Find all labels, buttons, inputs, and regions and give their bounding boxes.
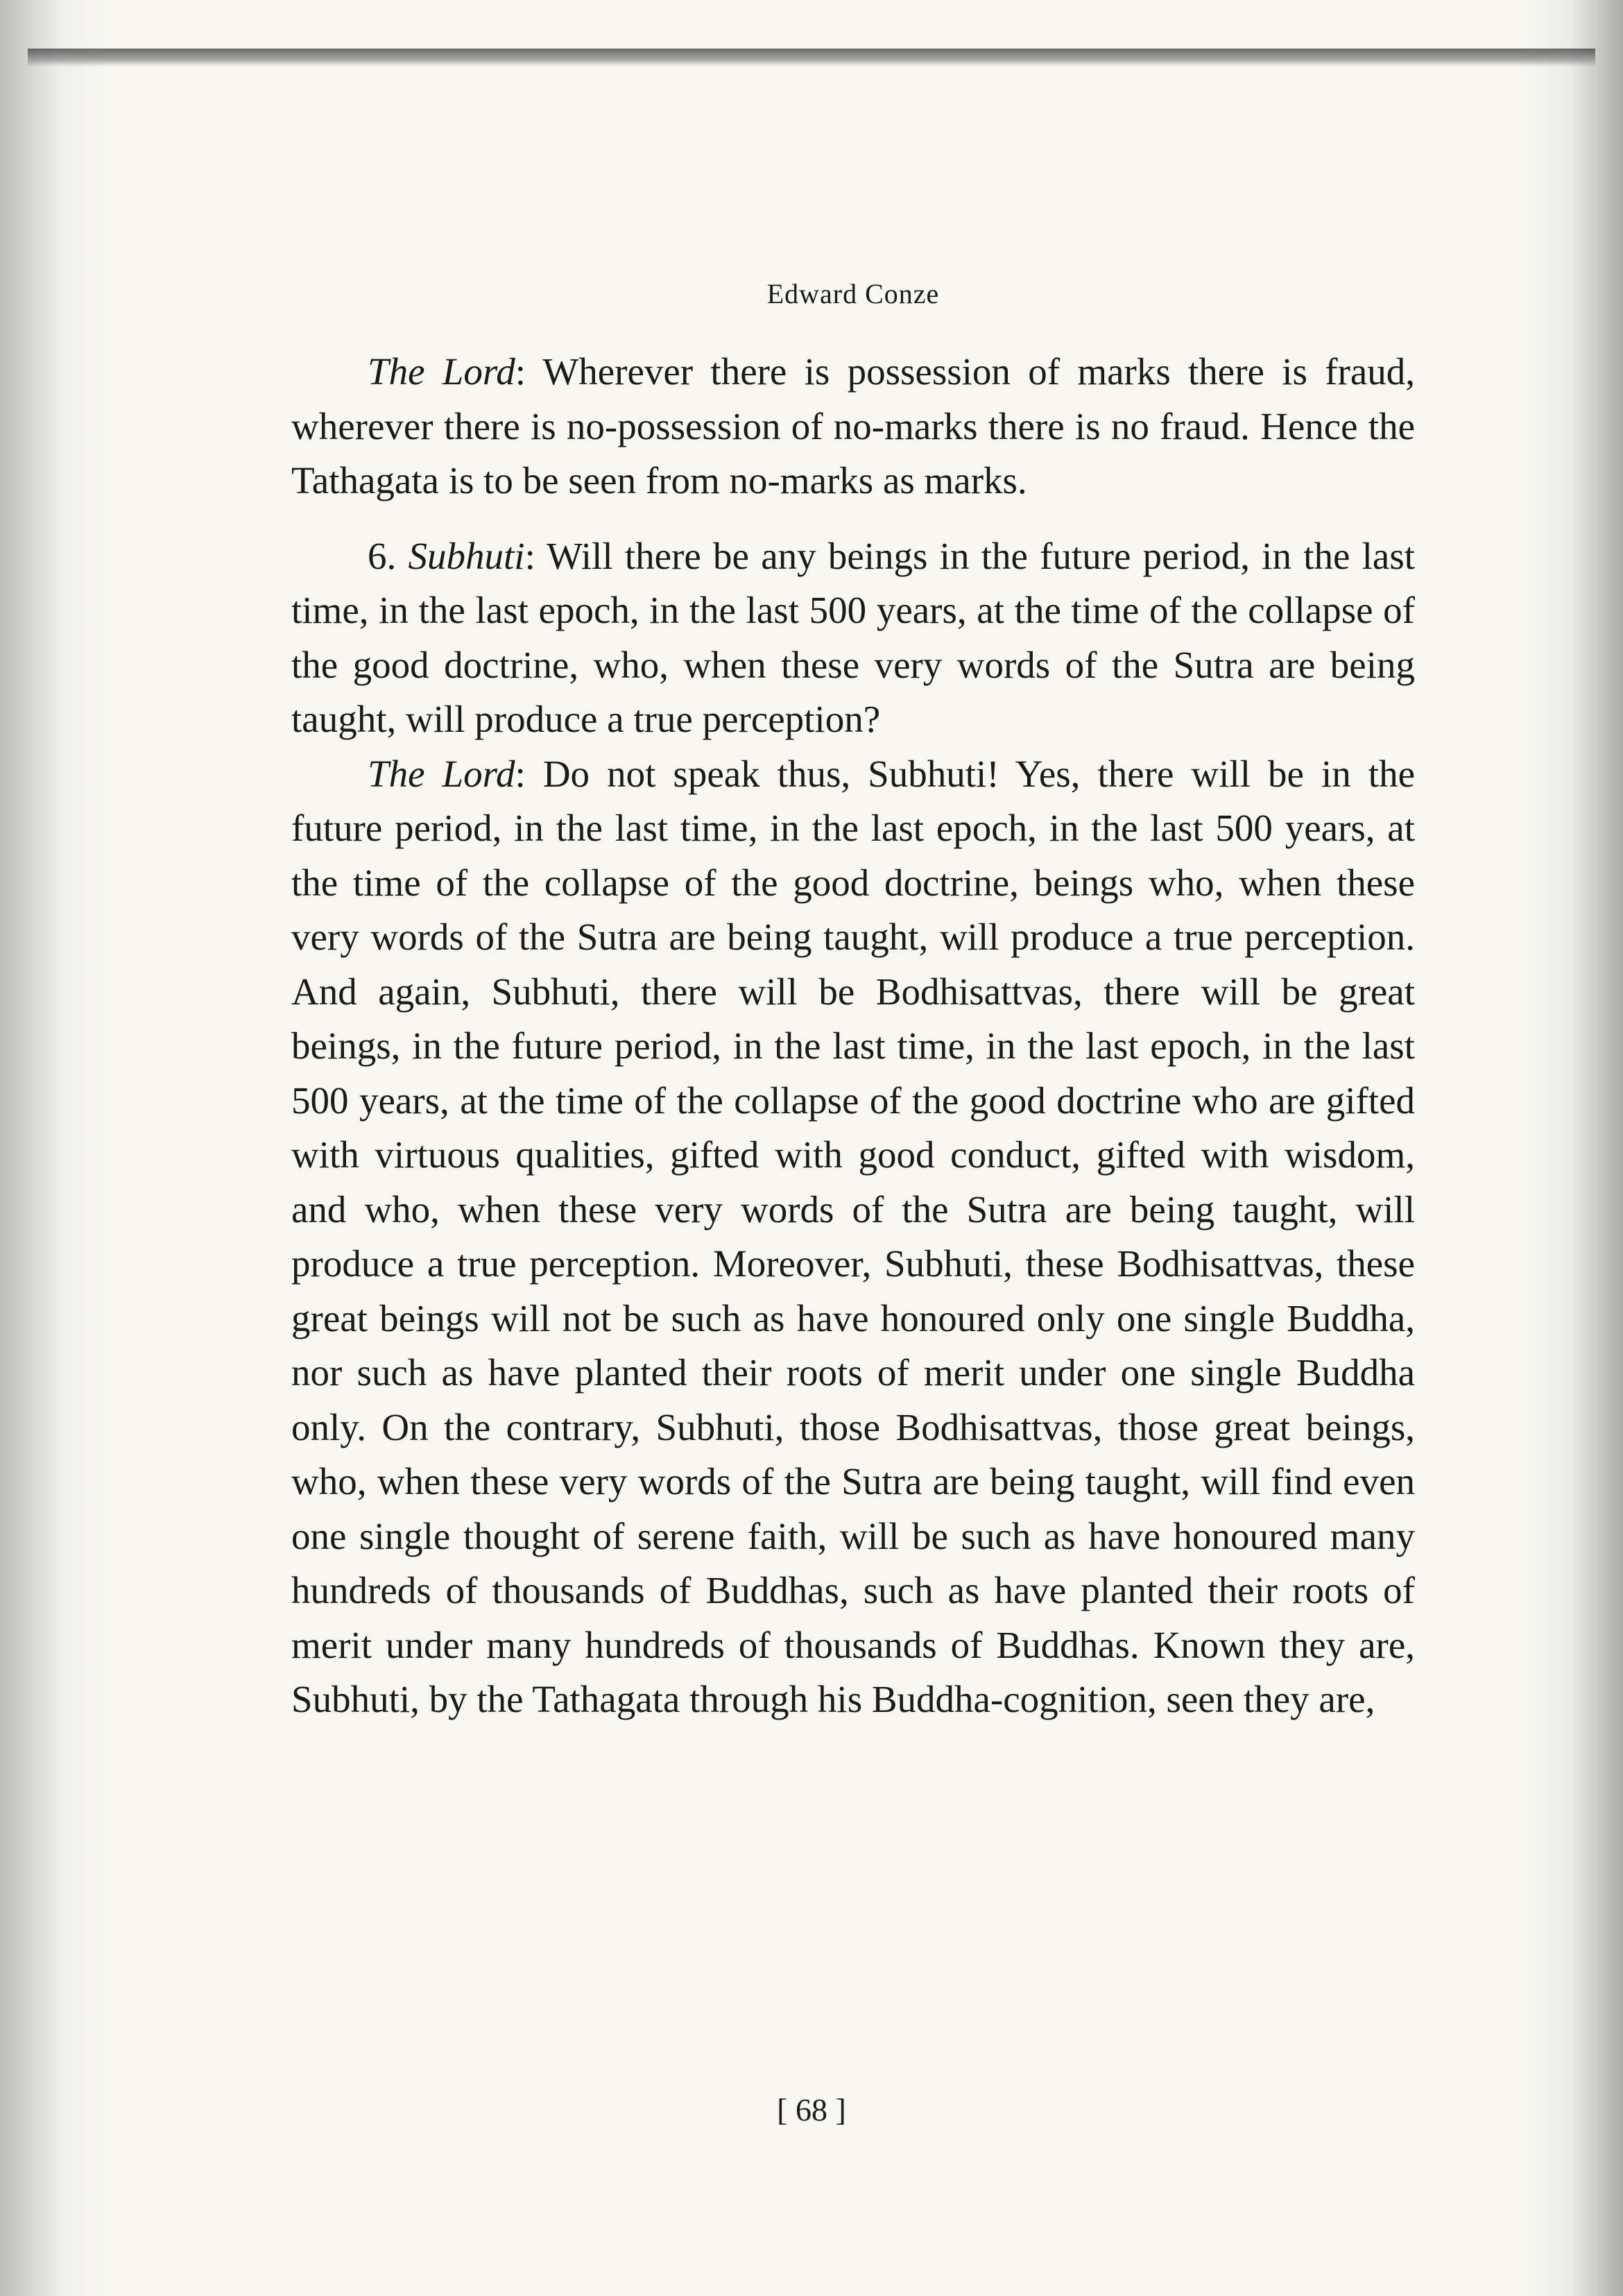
speaker-label: The Lord <box>368 752 515 795</box>
paragraph-number: 6. <box>368 534 397 577</box>
speaker-label: The Lord <box>368 350 515 393</box>
paragraph-text: Will there be any beings in the future period, in the last time, in the last epoch, in the last 500 years, at the time of the collapse of the good doctrine, who, when these very words of the Sutra are being taught, will produce a true perception? <box>291 534 1416 740</box>
paragraph-lord-marks: The Lord: Wherever there is possession of marks there is fraud, wherever there is no-possession of no-marks there is no fraud. Hence the Tathagata is to be seen from no-marks as marks. <box>291 350 1416 502</box>
paragraph-lord-answer: The Lord: Do not speak thus, Subhuti! Yes, there will be in the future period, in the last time, in the last epoch, in the last 500 years, at the time of the collapse of the good doctrine, beings who, when these very words of the Sutra are being taught, will produce a true perception. And again, Subhuti, there will be Bodhisattvas, there will be great beings, in the future period, in the last time, in the last epoch, in the last 500 years, at the time of the collapse of the good doctrine who are gifted with virtuous qualities, gifted with good conduct, gifted with wisdom, and who, when these very words of the Sutra are being taught, will produce a true perception. Moreover, Subhuti, these Bodhisattvas, these great beings will not be such as have honoured only one single Buddha, nor such as have planted their roots of merit under one single Buddha only. On the contrary, Subhuti, those Bodhisattvas, those great beings, who, when these very words of the Sutra are being taught, will find even one single thought of serene faith, will be such as have honoured many hundreds of thousands of Buddhas, such as have planted their roots of merit under many hundreds of thousands of Buddhas. Known they are, Subhuti, by the Tathagata through his Buddha-cognition, seen they are, <box>291 752 1416 1720</box>
page-number: [ 68 ] <box>777 2092 846 2127</box>
scan-shadow-left <box>0 0 104 2296</box>
scan-shadow-right <box>1526 0 1623 2296</box>
paragraph-text: Do not speak thus, Subhuti! Yes, there will be in the future period, in the last time, in the last epoch, in the last 500 years, at the time of the collapse of the good doctrine, beings who, when these very words of the Sutra are being taught, will produce a true perception. And again, Subhuti, there will be Bodhisattvas, there will be great beings, in the future period, in the last time, in the last epoch, in the last 500 years, at the time of the collapse of the good doctrine who are gifted with virtuous qualities, gifted with good conduct, gifted with wisdom, and who, when these very words of the Sutra are being taught, will produce a true perception. Moreover, Subhuti, these Bodhisattvas, these great beings will not be such as have honoured only one single Buddha, nor such as have planted their roots of merit under one single Buddha only. On the contrary, Subhuti, those Bodhisattvas, those great beings, who, when these very words of the Sutra are being taught, will find even one single thought of serene faith, will be such as have honoured many hundreds of thousands of Buddhas, such as have planted their roots of merit under many hundreds of thousands of Buddhas. Known they are, Subhuti, by the Tathagata through his Buddha-cognition, seen they are, <box>291 752 1416 1720</box>
paragraph-subhuti-question: 6. Subhuti: Will there be any beings in the future period, in the last time, in the last epoch, in the last 500 years, at the time of the collapse of the good doctrine, who, when these very words of the Sutra are being taught, will produce a true perception? <box>291 534 1416 740</box>
scan-edge-top <box>28 49 1595 67</box>
page-body <box>291 277 1415 1727</box>
speaker-label: Subhuti <box>408 534 525 577</box>
paragraph-text: Wherever there is possession of marks there is fraud, wherever there is no-possession of no-marks there is no fraud. Hence the Tathagata is to be seen from no-marks as marks. <box>291 350 1416 502</box>
running-head: Edward Conze <box>766 278 940 309</box>
